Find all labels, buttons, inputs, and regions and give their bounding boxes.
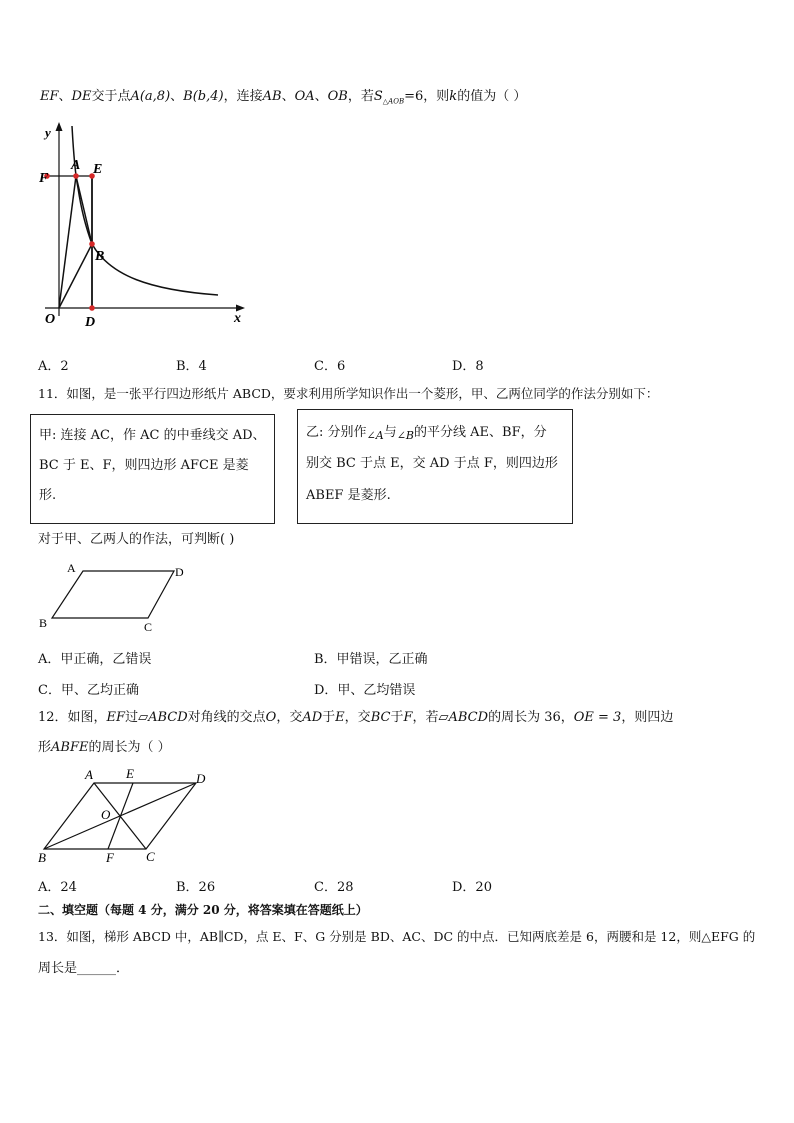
text: k: [449, 89, 458, 104]
yi-line-3: ABEF 是菱形.: [306, 488, 391, 503]
text: E: [335, 710, 345, 725]
q13-line-1: 13．如图，梯形 ABCD 中，AB∥CD，点 E、F、G 分别是 BD、AC、DC 的中点．已知两底差是 6，两腰和是 12，则△EFG 的: [38, 929, 756, 944]
q11-judge: 对于甲、乙两人的作法，可判断( ): [38, 532, 235, 547]
center-o-label: O: [101, 807, 111, 822]
text: AB: [262, 89, 282, 104]
text: ，交: [344, 710, 371, 725]
vertex-c-label: C: [146, 849, 155, 864]
text: 乙: 分别作: [306, 425, 367, 440]
text: 的平分线 AE、BF，分: [414, 425, 547, 440]
q10-option-b[interactable]: B．4: [176, 359, 207, 374]
jia-line-2: BC 于 E、F，则四边形 AFCE 是菱: [39, 458, 249, 473]
text: ，则四边: [621, 710, 674, 725]
text: 的周长为（ ）: [88, 740, 171, 755]
text: ▱ABCD: [138, 710, 188, 725]
q10-option-d[interactable]: D．8: [452, 359, 484, 374]
q10-option-c[interactable]: C．6: [314, 359, 346, 374]
q12-option-b[interactable]: B．26: [176, 880, 216, 895]
vertex-c-label: C: [144, 620, 153, 634]
text: A(a,8): [130, 89, 171, 104]
text: 、: [314, 89, 328, 104]
text: 过: [125, 710, 139, 725]
point-d-label: D: [85, 315, 96, 330]
q11-option-b[interactable]: B．甲错误，乙正确: [314, 652, 428, 667]
area-subscript: △AOB: [382, 97, 405, 106]
text: 于: [390, 710, 404, 725]
vertex-a-label: A: [67, 561, 76, 575]
y-axis-label: y: [45, 125, 51, 140]
q12-option-d[interactable]: D．20: [452, 880, 492, 895]
q10-stem: [40, 89, 526, 110]
text: =6: [404, 89, 424, 104]
yi-line-2: 别交 BC 于点 E，交 AD 于点 F，则四边形: [306, 456, 558, 471]
text: O: [265, 710, 277, 725]
text: ，则: [423, 89, 450, 104]
point-f-label: F: [39, 171, 49, 186]
q12-stem-line-2: [38, 740, 171, 756]
vertex-a-label: A: [85, 767, 93, 782]
text: 对角线的交点: [187, 710, 266, 725]
q11-parallelogram-figure: [36, 560, 196, 635]
yi-line-1: [306, 418, 564, 448]
text: EF: [40, 89, 59, 104]
text: ，若: [412, 710, 439, 725]
text: DE: [71, 89, 92, 104]
text: 、: [58, 89, 72, 104]
q12-stem-line-1: [38, 710, 673, 726]
text: 形: [38, 740, 52, 755]
text: OB: [327, 89, 348, 104]
vertex-b-label: B: [38, 850, 46, 865]
vertex-b-label: B: [39, 616, 48, 630]
text: 、: [170, 89, 184, 104]
q11-box-yi: [297, 409, 573, 524]
text: 于: [322, 710, 336, 725]
q11-stem: 11．如图，是一张平行四边形纸片 ABCD，要求利用所学知识作出一个菱形，甲、乙两位同学的作法分别如下：: [38, 386, 659, 401]
x-axis-label: x: [234, 311, 241, 326]
q11-option-d[interactable]: D．甲、乙均错误: [314, 683, 416, 698]
text: ，连接: [223, 89, 263, 104]
area-symbol: S: [373, 89, 383, 104]
text: AD: [302, 710, 323, 725]
origin-label: O: [45, 312, 56, 327]
q11-box-jia: [30, 414, 275, 524]
angle-b-symbol: ∠B: [396, 429, 415, 442]
point-a-label: A: [71, 158, 81, 173]
text: OE = 3: [573, 710, 622, 725]
text: 交于点: [91, 89, 131, 104]
point-f-label: F: [106, 850, 114, 865]
text: ，若: [347, 89, 374, 104]
text: ，交: [276, 710, 303, 725]
jia-line-3: 形.: [39, 488, 57, 503]
text: B(b,4): [183, 89, 224, 104]
jia-line-1: 甲: 连接 AC，作 AC 的中垂线交 AD、: [39, 428, 266, 443]
text: BC: [370, 710, 391, 725]
text: 的值为（ ）: [457, 89, 527, 104]
vertex-d-label: D: [196, 771, 206, 786]
text: OA: [294, 89, 315, 104]
text: 、: [281, 89, 295, 104]
text: 与: [383, 425, 397, 440]
text: EF: [106, 710, 126, 725]
q10-option-a[interactable]: A．2: [38, 359, 69, 374]
text: 的周长为 36，: [488, 710, 574, 725]
q12-parallelogram-figure: [36, 765, 221, 870]
point-e-label: E: [93, 162, 103, 177]
vertex-d-label: D: [175, 565, 184, 579]
q12-option-a[interactable]: A．24: [38, 880, 77, 895]
text: ABFE: [51, 740, 89, 755]
point-e-label: E: [126, 766, 134, 781]
angle-a-symbol: ∠A: [366, 429, 384, 442]
q11-option-a[interactable]: A．甲正确，乙错误: [38, 652, 152, 667]
text: 12．如图，: [38, 710, 107, 725]
q10-hyperbola-figure: [30, 118, 260, 333]
q11-option-c[interactable]: C．甲、乙均正确: [38, 683, 139, 698]
text: ▱ABCD: [438, 710, 489, 725]
q12-option-c[interactable]: C．28: [314, 880, 354, 895]
q13-line-2: 周长是______．: [38, 961, 130, 976]
section-title: 二、填空题（每题 4 分，满分 20 分，将答案填在答题纸上）: [38, 903, 368, 917]
text: F: [403, 710, 413, 725]
point-b-label: B: [95, 249, 105, 264]
